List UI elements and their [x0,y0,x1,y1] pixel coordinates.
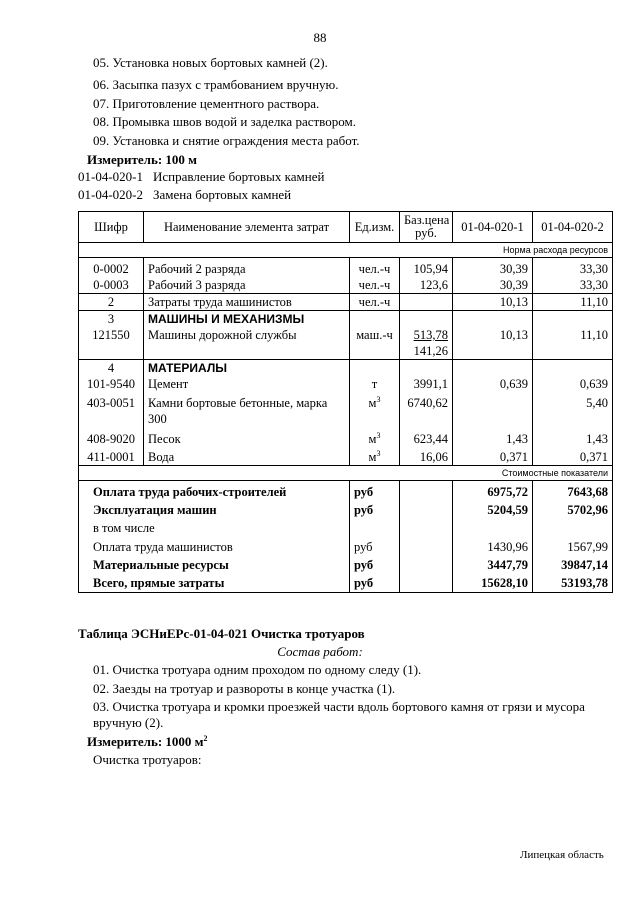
meter-label: Измеритель: 100 м [87,152,198,167]
row-code: 2 [79,294,144,311]
cost-v1 [453,518,533,536]
step-05: 05. Установка новых бортовых камней (2). [93,55,328,70]
cost-label: Стоимостные показатели [79,466,613,481]
resource-table [78,211,613,593]
meter2-label [87,734,208,750]
row-name: Вода [144,447,350,466]
step2-01: 01. Очистка тротуара одним проходом по одному следу (1). [93,662,422,677]
unit-text: м [368,396,377,410]
row-v2: 33,30 [533,258,613,278]
row-price [400,294,453,311]
header-unit: Ед.изм. [350,212,400,243]
header-name: Наименование элемента затрат [144,212,350,243]
row-price: 3991,1 [400,376,453,392]
row-price: 6740,62 [400,392,453,427]
cost-row [79,573,613,593]
table-row [79,258,613,278]
row-name: Рабочий 2 разряда [144,258,350,278]
row-v2: 33,30 [533,277,613,294]
table2-title: Таблица ЭСНиЕРс-01-04-021 Очистка тротуаров [78,626,365,641]
cost-v1: 5204,59 [453,500,533,518]
page-number: 88 [313,30,327,45]
cost-row [79,555,613,573]
cost-v2 [533,518,613,536]
row-v1: 0,371 [453,447,533,466]
row-price: 123,6 [400,277,453,294]
item-code: 01-04-020-2 [78,187,143,202]
row-unit: т [350,376,400,392]
cost-unit: руб [350,481,400,501]
cost-v1: 1430,96 [453,536,533,555]
cost-v1: 3447,79 [453,555,533,573]
cost-name: Всего, прямые затраты [79,573,350,593]
row-code: 408-9020 [79,427,144,447]
section-title: МАТЕРИАЛЫ [144,360,350,377]
price-primary: 513,78 [413,328,448,342]
cost-v1: 6975,72 [453,481,533,501]
row-unit [350,447,400,466]
row-v1: 30,39 [453,258,533,278]
cost-v1: 15628,10 [453,573,533,593]
item-name: Замена бортовых камней [153,187,292,202]
unit-sup: 3 [376,431,381,440]
cost-unit: руб [350,536,400,555]
step2-02: 02. Заезды на тротуар и развороты в конце участка (1). [93,681,396,696]
section-code: 3 [79,311,144,328]
row-v1: 10,13 [453,294,533,311]
step-08: 08. Промывка швов водой и заделка раствором. [93,114,356,129]
row-name: Цемент [144,376,350,392]
row-code: 0-0002 [79,258,144,278]
row-price: 623,44 [400,427,453,447]
header-col2: 01-04-020-2 [533,212,613,243]
row-v2: 5,40 [533,392,613,427]
section-title: МАШИНЫ И МЕХАНИЗМЫ [144,311,350,328]
cost-unit: руб [350,500,400,518]
cost-v2: 1567,99 [533,536,613,555]
row-v1: 0,639 [453,376,533,392]
header-col1: 01-04-020-1 [453,212,533,243]
cost-row [79,481,613,501]
cost-row [79,536,613,555]
row-code: 101-9540 [79,376,144,392]
step2-03-cont: вручную (2). [93,715,164,730]
unit-sup: 3 [376,449,381,458]
row-price: 16,06 [400,447,453,466]
table-row [79,277,613,294]
cost-name: Материальные ресурсы [79,555,350,573]
row-unit: чел.-ч [350,277,400,294]
row-price [400,327,453,360]
unit-text: м [368,450,377,464]
meter2-text: Измеритель: 1000 м [87,734,204,749]
cost-v2: 39847,14 [533,555,613,573]
row-v2: 11,10 [533,327,613,360]
table-row [79,392,613,427]
table-header [79,212,613,243]
table-row [79,376,613,392]
row-v1: 30,39 [453,277,533,294]
row-v1 [453,392,533,427]
cost-name: Эксплуатация машин [79,500,350,518]
item-row [78,169,324,185]
table-row [79,427,613,447]
header-price: Баз.цена руб. [400,212,453,243]
row-v2: 0,371 [533,447,613,466]
row-unit: чел.-ч [350,258,400,278]
norm-label: Норма расхода ресурсов [79,243,613,258]
row-code: 403-0051 [79,392,144,427]
cost-band [79,466,613,481]
unit-text: м [368,432,377,446]
step-06: 06. Засыпка пазух с трамбованием вручную. [93,77,339,92]
row-code: 121550 [79,327,144,360]
cost-unit [350,518,400,536]
row-name: Затраты труда машинистов [144,294,350,311]
step2-03: 03. Очистка тротуара и кромки проезжей части вдоль бортового камня от грязи и мусора [93,699,585,714]
table-row [79,327,613,360]
cost-name: Оплата труда машинистов [79,536,350,555]
row-code: 0-0003 [79,277,144,294]
price-secondary: 141,26 [413,344,448,358]
row-v1: 10,13 [453,327,533,360]
table-row [79,294,613,311]
cost-unit: руб [350,555,400,573]
cost-name: в том числе [79,518,350,536]
cost-row [79,518,613,536]
row-name: Песок [144,427,350,447]
step-07: 07. Приготовление цементного раствора. [93,96,320,111]
row-unit [350,392,400,427]
cost-v2: 7643,68 [533,481,613,501]
row-name: Рабочий 3 разряда [144,277,350,294]
row-v2: 11,10 [533,294,613,311]
row-price: 105,94 [400,258,453,278]
cost-name: Оплата труда рабочих-строителей [79,481,350,501]
row-code: 411-0001 [79,447,144,466]
row-v1: 1,43 [453,427,533,447]
row-v2: 1,43 [533,427,613,447]
item-row [78,187,291,203]
subsection-label: Очистка тротуаров: [93,752,202,767]
cost-row [79,500,613,518]
row-name: Машины дорожной службы [144,327,350,360]
unit-sup: 3 [376,395,381,404]
cost-v2: 5702,96 [533,500,613,518]
item-code: 01-04-020-1 [78,169,143,184]
row-name: Камни бортовые бетонные, марка 300 [144,392,350,427]
cost-unit: руб [350,573,400,593]
row-unit: чел.-ч [350,294,400,311]
row-unit: маш.-ч [350,327,400,360]
norm-band [79,243,613,258]
section-row [79,360,613,377]
section-row [79,311,613,328]
meter2-sup: 2 [203,734,208,743]
composition-title: Состав работ: [277,644,363,659]
step-09: 09. Установка и снятие ограждения места работ. [93,133,360,148]
footer-region: Липецкая область [520,849,604,861]
table-row [79,447,613,466]
header-code: Шифр [79,212,144,243]
item-name: Исправление бортовых камней [153,169,325,184]
row-unit [350,427,400,447]
cost-v2: 53193,78 [533,573,613,593]
section-code: 4 [79,360,144,377]
row-v2: 0,639 [533,376,613,392]
